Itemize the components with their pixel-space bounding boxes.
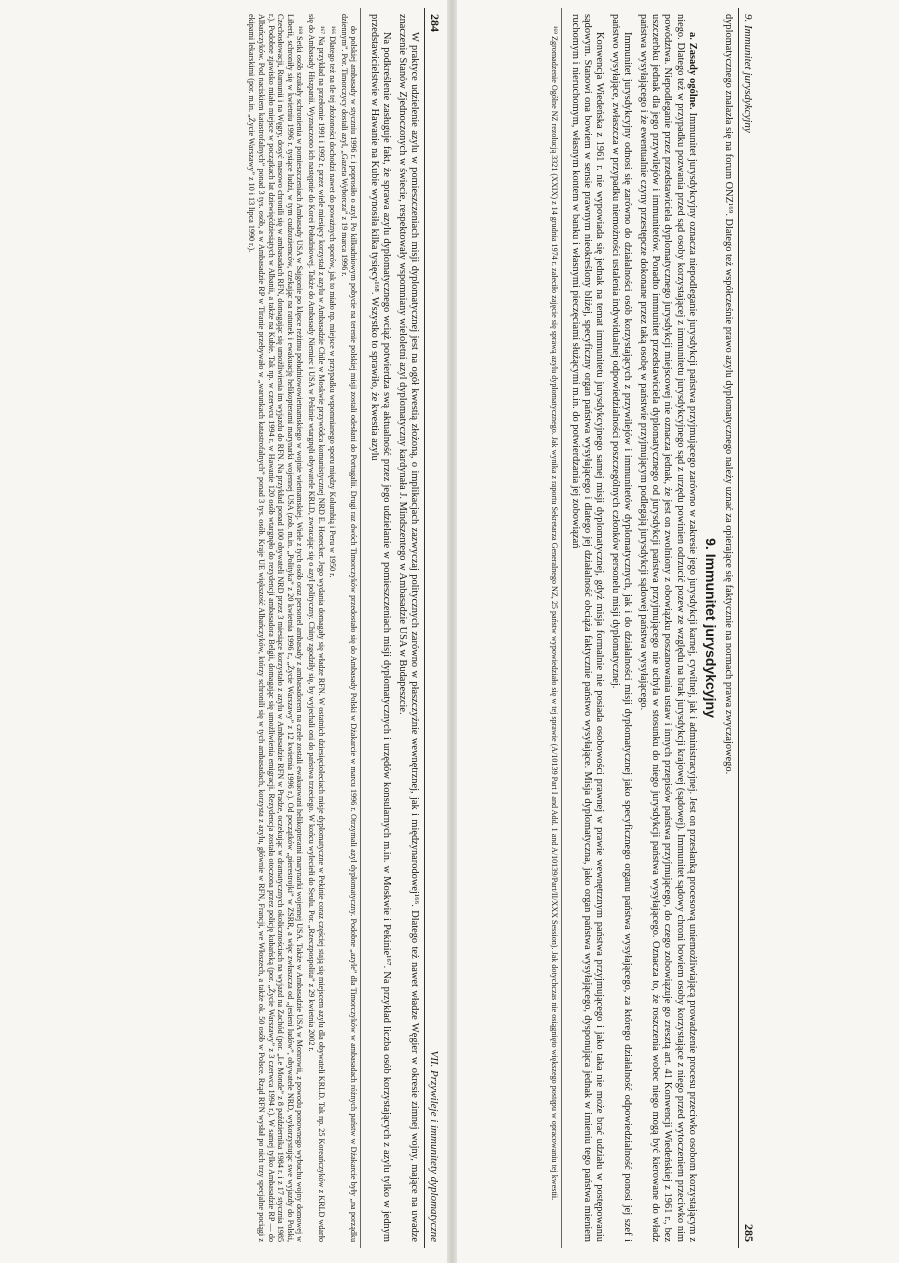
book-gutter [447, 0, 457, 1263]
left-running-head: VII. Przywileje i immunitety dyplomatyczne [428, 1050, 440, 1242]
left-body-text [367, 8, 424, 1248]
footnote: ¹⁶⁶ Dlatego też na tle tej złożoności dochodzi nawet do poważnych sporów, jak to miało np. miejsce w przypadku wspomnianego sporu między Kolumbią i Peru w 1950 r. [328, 26, 338, 578]
footnote: ¹⁶⁹ Zgromadzenie Ogólne NZ rezolucją 3321 (XXIX) z 14 grudnia 1974 r. zaleciło zajęcie się sprawą azylu dyplomatycznego. Jak wynika z raportu Sekretarza Generalnego NZ, 25 państw wypowiedziało się w tej sprawie (A/10139 Part I and Add. 1 and A/10139/Part/II/XXX Session). Jak dotychczas nie osiągnięto większego postępu w opracowaniu tej kwestii. [550, 26, 560, 1201]
left-paragraph: W praktyce udzielenie azylu w pomieszczeniach misji dyplomatycznej jest na ogół kwestią złożoną, o implikacjach zazwyczaj politycznych zarówno w płaszczyźnie wewnętrznej, jak i międzynarodowej¹⁶⁶. Dlatego też nawet władze Węgier w okresie zimnej wojny, mające na uwadze znaczenie Stanów Zjednoczonych w świecie, respektowały wspomniany wieloletni azyl dyplomatyczny kardynała J. Mindszentego w Ambasadzie USA w Budapeszcie. [396, 14, 420, 1242]
right-paragraph: Konwencja Wiedeńska z 1961 r. nie wypowiada się jednak na temat immunitetu jurysdykcyjnego samej misji dyplomatycznej, gdyż misja formalnie nie posiada osobowości prawnej w prawie wewnętrznym państwa przyjmującego i jako taka nie może brać udziału w postępowaniu sądowym. Stanowi ona bowiem w sensie prawnym nieokreślony bliżej, specyficzny organ państwa wysyłającego i dlatego jej działalność obciąża faktycznie państwo wysyłające. Misja dyplomatyczna, jako organ państwa wysyłającego, dysponująca jednak w imieniu tego państwa mieniem ruchomym i nieruchomym, własnym kontem w banku i własnymi pieczęciami służącymi m.in. do potwierdzania jej zobowiązań [569, 14, 606, 1242]
footnote: do polskiej ambasady w styczniu 1996 r. i poprosiło o azyl. Po kilkudniowym pobycie na terenie polskiej misji zostali odesłani do Portugalii. Drugi raz dwóch Timorczyków przedostało się do Ambasady Polski w Dżakarcie w marcu 1996 r. Otrzymali azyl dyplomatyczny. Podobne „azyle” dla Timorczyków w ambasadach różnych państw w Dżakarcie były „na porządku dziennym”. Por. Timorczycy dostali azyl, „Gazeta Wyborcza” z 19 marca 1996 r. [339, 14, 359, 1242]
right-intro-paragraph: dyplomatycznego znalazła się na forum ONZ¹⁶⁹. Dlatego też współcześnie prawo azylu dyplomatycznego należy uznać za opierające się faktycznie na normach prawa zwyczajowego. [723, 14, 734, 775]
right-paragraph-text: Immunitet jurysdykcyjny oznacza niepodleganie jurysdykcji państwa przyjmującego zarówno w zakresie jego jurysdykcji karnej, cywilnej, jak i administracyjnej. Jest on przesłanką procesową uniemożliwiającą prowadzenie procesu przeciwko osobom korzystającym z niego. Dlatego też w przypadku pozwania przed sąd osoby korzystającej z immunitetu jurysdykcyjnego sąd z urzędu powinien odrzucić pozew ze względu na brak jurysdykcji krajowej (sądowej). Immunitet sądowy chroni bowiem osoby korzystające z niego przed wytoczeniem przeciwko nim powództwa. Niepodleganie przez przedstawiciela dyplomatycznego jurysdykcji miejscowej nie oznacza jednak, że jest on zwolniony z obowiązku poszanowania ustaw i innych przepisów państwa przyjmującego, do czego zobowiązuje go zresztą art. 41 Konwencji Wiedeńskiej z 1961 r., bez uszczerbku jednak dla jego przywilejów i immunitetów. Ponadto immunitet przedstawiciela dyplomatycznego od jurysdykcji państwa przyjmującego nie uchyla w stosunku do niego jurysdykcji państwa wysyłającego. Oznacza to, że roszczenia wobec niego mogą być kierowane do władz państwa wysyłającego i że ewentualnie czyny przestępcze dokonane przez taką osobę w państwie przyjmującym podlegają jurysdykcji sądowej państwa wysyłającego. [637, 14, 699, 1242]
runin-heading: a. Zasady ogólne. [687, 32, 699, 110]
right-page [458, 8, 758, 1248]
left-page-content [128, 8, 444, 1248]
right-running-header [738, 8, 758, 1248]
right-paragraph: Immunitet jurysdykcyjny odnosi się zarówno do działalności osób korzystających z przywilejów i immunitetów dyplomatycznych, jak i do działalności misji dyplomatycznej jako specyficznego organu państwa wysyłającego, za którego działalność odpowiedzialność ponosi jej szef i państwo wysyłające, zwłaszcza w przypadku niemożności ustalenia indywidualnej odpowiedzialności poszczególnych członków personelu misji dyplomatycznej. [609, 14, 634, 1242]
left-paragraph: Na podkreślenie zasługuje fakt, że sprawa azylu dyplomatycznego wciąż potwierdza swą aktualność przez jego udzielanie w pomieszczeniach misji dyplomatycznych i urzędów konsularnych m.in. w Moskwie i Pekinie¹⁶⁷. Na przykład liczba osób korzystających z azylu tylko w jednym przedstawicielstwie w Hawanie na Kubie wynosiła kilka tysięcy¹⁶⁸. Wszystko to sprawiło, że kwestia azylu [368, 14, 393, 1242]
right-footnotes [550, 8, 563, 1248]
footnote: ¹⁶⁷ Na przykład na przełomie 1991 i 1992 r. przez wiele miesięcy korzystał z azylu w Ambasadzie Chile w Moskwie przywódca komunistycznej NRD E. Honecker. Jego wydania domagały się władze RFN. W ostatnich dziesięcioleciach misje dyplomatyczne w Pekinie coraz częściej stają się miejscem azylu dla obywateli KRLD. Tak np. 25 Koreańczyków z KRLD wdarło się do Ambasady Hiszpanii. Wyznaczono ich następnie do Korei Południowej. Także do Ambasady Niemiec i USA w Pekinie wtargnęli obywatele KRLD, zwracając się o azyl polityczny. Chiny zgodziły się, by wyjechali oni do państwa trzeciego. W końcu wyleciełi do Seulu. Por. „Rzeczpospolita” z 29 kwietnia 2002 r. [307, 14, 326, 1242]
left-footnotes [247, 8, 362, 1248]
right-paragraph [636, 14, 698, 1242]
left-page-number: 284 [428, 14, 442, 32]
right-body-text [568, 8, 738, 1248]
footnote: ¹⁶⁸ Setki osób szukały schronienia w pomieszczeniach Ambasady USA w Sajgonie po klęsce reżimu południowowietnamskiego w wojnie wietnamskiej. Wiele z tych osób oraz personel ambasady z ambasadorem na czele zostali ewakuowani helikopterami marynarki wojennej USA. Także w Ambasadzie USA w Monrowii, z powodu ponownego wybuchu wojny domowej w Liberii, schroniły się w kwietniu 1996 r. tysiące ludzi, w tym cudzoziemców, czekając na ratunek i ewakuację helikopterami marynarki wojennej USA (zob. m.in. „Polityka” z 20 kwietnia 1996 r., „Życie Warszawy” z 12 kwietnia 1996 r.). Od początków „pierestrojki” w ZSRR, a więc zwłaszcza od „jesieni ludów”, obywatele NRD, wykorzystując swe wyjazdy do Polski, Czechosłowacji, Rumunii i na Węgry, dosyć masowo chronili się w ambasadach RFN, domagając się umożliwienia im wyjazdu do RFN. Na przykład ponad 100 obywateli NRD przez 3 miesiące korzystało z azylu w Ambasadzie RFN w Pradze, oczekując w dramatycznych okolicznościach na wyjazd na Zachód (por. „Le Monde” z 8 października 1984 r. i z 17 stycznia 1985 r.). Podobne zjawisko miało miejsce w początkach lat dziewięćdziesiątych w Albanii, a także na Kubie. Tak np. w czerwcu 1994 r. w Hawanie 120 osób wtargnęło do rezydencji ambasadora Belgii, domagając się umożliwienia emigracji. Rezydencja została otoczona przez policję kubańską (por. „Życie Warszawy” z 3 czerwca 1994 r.). W samej tylko Ambasadzie RP — do Albańczyków. Pod naciskiem katastrofalnych” ponad 3 tys. osób, a w Ambasadzie RP w Tiranie przebywało w „warunkach katastrofalnych” ponad 3 tys. osób. Kraje UE większość Albańczyków, którzy schronili się w tych ambasadach, korzysta z azylu, głównie w RFN, Francji, we Włoszech, a także ok. 50 osób w Polsce. Rząd RFN wysłał po nich trzy specjalne pociągi z ekipami lekarskimi (por. m.in. „Życie Warszawy” z 10 i 13 lipca 1990 r.). [247, 14, 305, 1242]
section-title: 9. Immunitet jurysdykcyjny [702, 538, 719, 718]
right-running-head: 9. Immunitet jurysdykcyjny [742, 14, 754, 133]
right-page-content [458, 8, 758, 1248]
left-running-header [424, 8, 444, 1248]
left-page [128, 8, 444, 1248]
right-page-number: 285 [742, 1224, 756, 1242]
